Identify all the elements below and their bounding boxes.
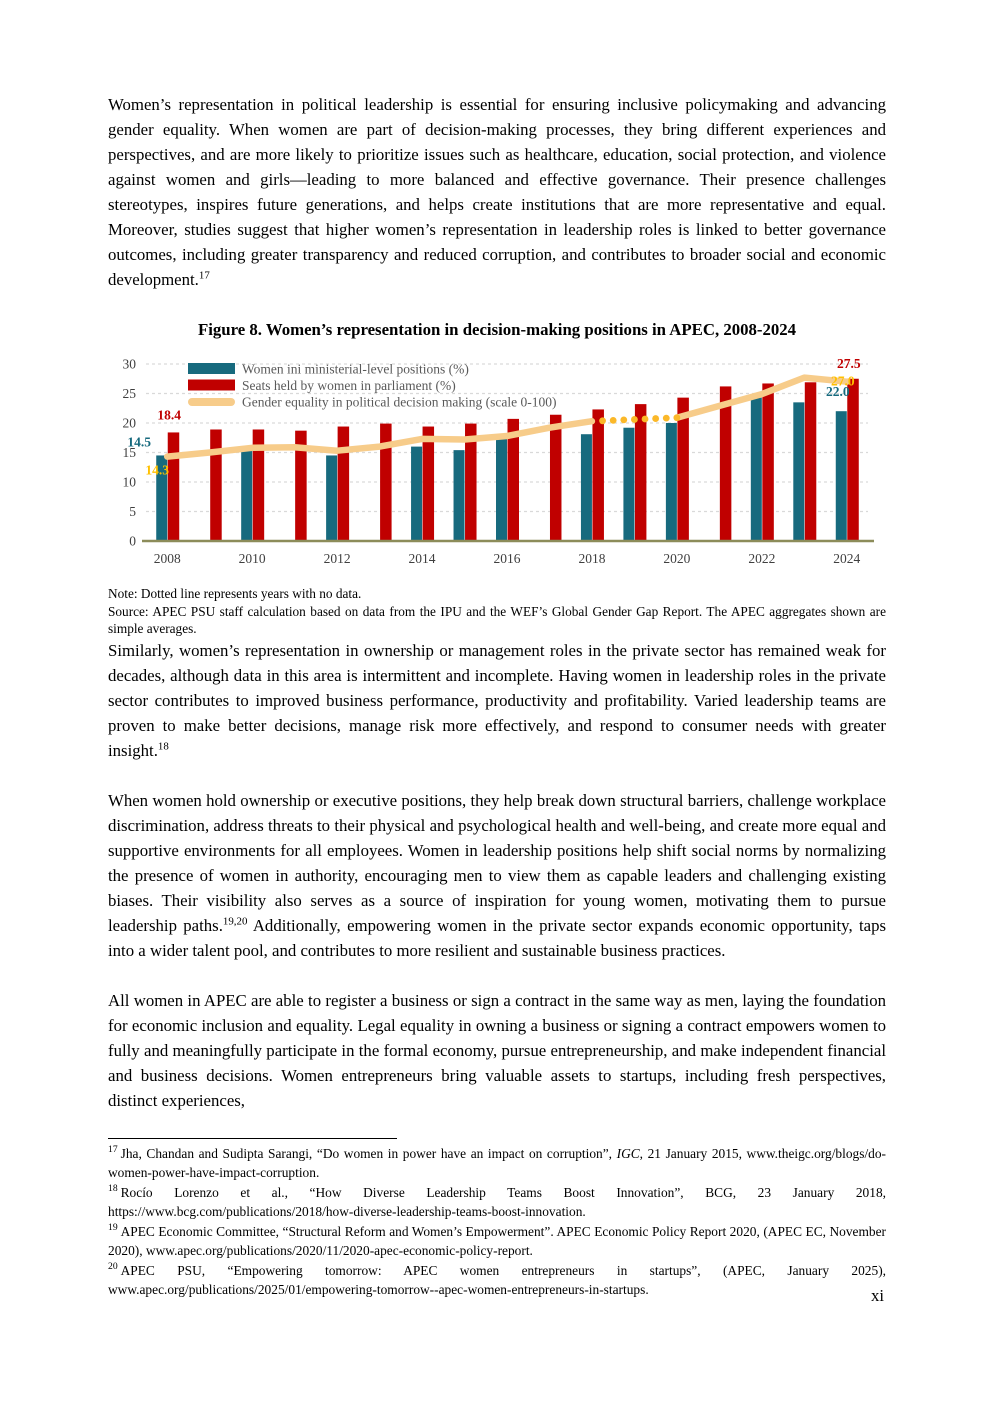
x-axis-label-2020: 2020	[663, 551, 691, 566]
legend-swatch	[188, 363, 235, 374]
bar-parliament-2022	[762, 383, 774, 541]
equality-line-dot	[610, 417, 617, 424]
bar-ministerial-2018	[581, 434, 592, 541]
y-axis-label: 10	[122, 474, 136, 490]
footnote-17	[108, 1144, 886, 1183]
equality-line-dot	[599, 417, 606, 424]
legend-label: Seats held by women in parliament (%)	[242, 378, 456, 393]
footnote-19	[108, 1222, 886, 1261]
x-axis-label-2010: 2010	[238, 551, 266, 566]
bar-ministerial-2010	[241, 447, 252, 541]
chart-canvas	[112, 356, 886, 581]
legend-item	[188, 395, 557, 410]
equality-line-dot	[620, 417, 627, 424]
y-axis-label: 5	[129, 504, 136, 519]
footnote-separator	[108, 1138, 397, 1139]
bar-parliament-2021	[720, 386, 732, 541]
equality-line-dot	[673, 414, 680, 421]
footnote-text: , 21 January 2015, www.theigc.org/blogs/do-women-power-have-impact-corruption.	[108, 1145, 887, 1180]
bar-parliament-2023	[805, 382, 817, 541]
bar-ministerial-2016	[496, 437, 507, 541]
bar-parliament-2019	[635, 404, 647, 541]
y-axis-label: 25	[122, 386, 136, 401]
footnote-text: APEC PSU, “Empowering tomorrow: APEC women entrepreneurs in startups”, (APEC, January 2025), www.apec.org/publications/2025/01/empowering-tomorrow--apec-women-entrepreneurs-in-startups.	[108, 1262, 886, 1297]
footnote-20	[108, 1261, 886, 1300]
paragraph-2-text: Similarly, women’s representation in ownership or management roles in the private sector has remained weak for decades, although data in this area is intermittent and incomplete. Having women in leadership roles in the private sector contributes to improved business performance, productivity and profitability. Varied leadership teams are proven to make better decisions, manage risk more effectively, and respond to consumer needs with greater insight.	[108, 640, 886, 760]
paragraph-1	[108, 92, 886, 292]
figure-title: Figure 8. Women’s representation in decision-making positions in APEC, 2008-2024	[197, 320, 797, 339]
footnote-text: APEC Economic Committee, “Structural Reform and Women’s Empowerment”. APEC Economic Policy Report 2020, (APEC EC, November 2020), www.apec.org/publications/2020/11/2020-apec-economic-policy-report.	[108, 1223, 886, 1258]
x-axis-label-2016: 2016	[493, 551, 521, 566]
footnote-text: IGC	[616, 1145, 640, 1161]
bar-ministerial-2022	[751, 398, 762, 541]
equality-line-dot	[631, 416, 638, 423]
y-axis-label: 0	[129, 533, 136, 549]
data-label-27.0: 27.0	[830, 373, 855, 389]
paragraph-2	[108, 638, 886, 763]
equality-line-solid-right	[677, 378, 847, 418]
legend-swatch	[188, 398, 235, 406]
bar-parliament-2013	[380, 424, 392, 541]
bar-parliament-2017	[550, 415, 562, 541]
bar-ministerial-2024	[836, 411, 847, 541]
footnote-number: 20	[108, 1261, 118, 1273]
bar-parliament-2014	[423, 427, 435, 541]
bar-parliament-2024	[847, 379, 859, 541]
x-axis-label-2012: 2012	[323, 551, 351, 566]
legend-item	[188, 362, 469, 377]
legend-label: Gender equality in political decision making (scale 0-100)	[242, 394, 557, 410]
bar-ministerial-2020	[666, 423, 677, 541]
footnote-ref-17: 17	[198, 269, 210, 282]
footnote-number: 17	[108, 1144, 118, 1156]
x-axis-label-2018: 2018	[578, 551, 606, 566]
footnote-ref-18: 18	[157, 739, 169, 752]
paragraph-4	[108, 988, 886, 1113]
bar-ministerial-2012	[326, 455, 337, 541]
footnotes	[108, 1144, 886, 1300]
bar-ministerial-2014	[411, 447, 422, 541]
bar-parliament-2008	[168, 432, 180, 541]
paragraph-3	[108, 788, 886, 963]
legend-swatch	[188, 380, 235, 391]
y-axis-label: 15	[122, 445, 136, 460]
footnote-number: 19	[108, 1222, 118, 1234]
data-label-14.5: 14.5	[127, 434, 152, 450]
y-axis-label: 20	[122, 415, 136, 431]
x-axis-label-2024: 2024	[833, 551, 861, 566]
footnote-text: Jha, Chandan and Sudipta Sarangi, “Do women in power have an impact on corruption”,	[120, 1145, 617, 1161]
legend-item	[188, 378, 456, 393]
bar-parliament-2012	[338, 427, 350, 541]
page-number: xi	[870, 1286, 884, 1305]
y-axis-label: 30	[122, 356, 136, 372]
paragraph-4-text: All women in APEC are able to register a business or sign a contract in the same way as men, laying the foundation for economic inclusion and equality. Legal equality in owning a business or signing a contract empowers women to fully and meaningfully participate in the formal economy, pursue entrepreneurship, and make independent financial and business decisions. Women entrepreneurs bring valuable assets to startups, including fresh perspectives, distinct experiences,	[108, 990, 886, 1110]
x-axis-label-2022: 2022	[748, 551, 776, 566]
bar-ministerial-2015	[454, 450, 465, 541]
equality-line-dot	[652, 415, 659, 422]
paragraph-3-text-b: Additionally, empowering women in the private sector expands economic opportunity, taps into a wider talent pool, and contributes to more resilient and sustainable business practices.	[108, 915, 886, 960]
paragraph-1-text: Women’s representation in political leadership is essential for ensuring inclusive policymaking and advancing gender equality. When women are part of decision-making processes, they bring different experiences and perspectives, and are more likely to prioritize issues such as healthcare, education, social protection, and violence against women and girls—leading to more balanced and effective governance. Their presence challenges stereotypes, inspires future generations, and helps create institutions that are more representative and equal. Moreover, studies suggest that higher women’s representation in leadership roles is linked to better governance outcomes, including greater transparency and reduced corruption, and contributes to broader social and economic development.	[108, 95, 886, 289]
equality-line-dot	[663, 415, 670, 422]
bar-parliament-2009	[210, 429, 222, 541]
bar-ministerial-2023	[793, 402, 804, 541]
footnote-18	[108, 1183, 886, 1222]
equality-line-dot	[642, 416, 649, 423]
chart-svg	[112, 356, 878, 574]
data-label-18.4: 18.4	[157, 407, 182, 423]
footnote-number: 18	[108, 1183, 118, 1195]
legend-label: Women ini ministerial-level positions (%)	[242, 361, 469, 377]
chart-source: Source: APEC PSU staff calculation based on data from the IPU and the WEF’s Global Gender Gap Report. The APEC aggregates shown are simple averages.	[108, 603, 886, 636]
footnote-text: Rocío Lorenzo et al., “How Diverse Leadership Teams Boost Innovation”, BCG, 23 January 2018, https://www.bcg.com/publications/2018/how-diverse-leadership-teams-boost-innovation.	[108, 1184, 886, 1219]
data-label-14.3: 14.3	[145, 462, 170, 478]
data-label-27.5: 27.5	[836, 356, 861, 371]
footnote-ref-19-20: 19,20	[222, 914, 248, 927]
bar-parliament-2018	[592, 409, 604, 541]
chart-note: Note: Dotted line represents years with no data.	[108, 586, 362, 601]
equality-line-solid-left	[167, 421, 592, 456]
paragraph-3-text-a: When women hold ownership or executive positions, they help break down structural barriers, challenge workplace discrimination, address threats to their physical and psychological health and well-being, and create more equal and supportive environments for all employees. Women in leadership positions help shift social norms by normalizing the presence of women in authority, encouraging men to view them as capable leaders and challenging existing biases. Their visibility also serves as a source of inspiration for young women, motivating them to pursue leadership paths.	[108, 790, 886, 935]
bar-ministerial-2019	[623, 428, 634, 541]
x-axis-label-2014: 2014	[408, 551, 436, 566]
data-label-22.0: 22.0	[825, 384, 850, 400]
x-axis-label-2008: 2008	[153, 551, 181, 566]
figure-8-chart	[112, 356, 886, 581]
